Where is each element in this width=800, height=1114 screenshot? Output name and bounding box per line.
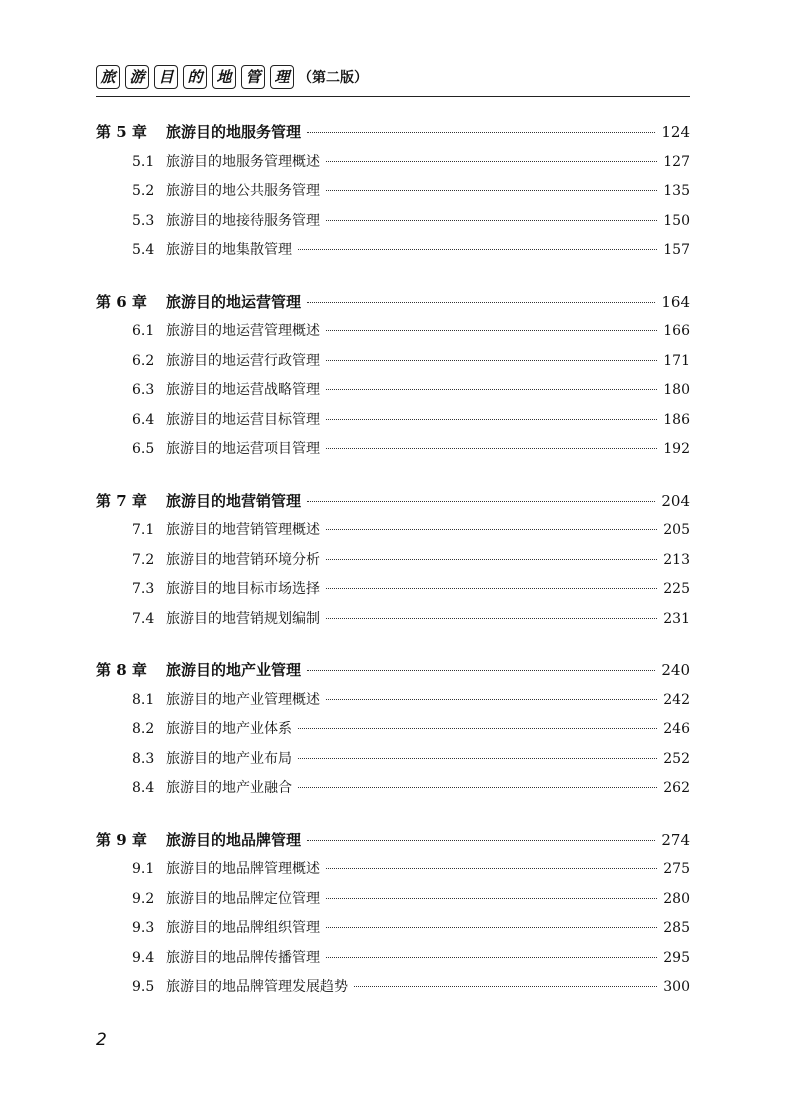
section-number: 5.2	[132, 183, 155, 199]
section-number: 6.1	[132, 323, 155, 339]
section-number: 8.3	[132, 750, 155, 767]
dot-leader	[326, 389, 657, 390]
section-number: 9.1	[132, 861, 155, 877]
chapter-title: 旅游目的地运营管理	[166, 292, 302, 311]
dot-leader	[326, 559, 657, 560]
dot-leader	[326, 868, 657, 869]
dot-leader	[307, 501, 655, 502]
page-ref: 262	[663, 780, 690, 796]
section-title: 旅游目的地运营战略管理	[166, 382, 320, 398]
dot-leader	[307, 132, 655, 133]
toc-section-entry	[96, 317, 690, 347]
section-number: 6.5	[132, 441, 155, 457]
chapter-title: 旅游目的地品牌管理	[166, 830, 302, 849]
dot-leader	[326, 618, 657, 619]
toc-chapter-block	[96, 288, 690, 465]
page-ref: 166	[663, 323, 690, 339]
dot-leader	[307, 302, 655, 303]
toc-section-entry	[96, 207, 690, 237]
page-ref: 240	[661, 661, 690, 679]
page-ref: 171	[663, 352, 690, 369]
section-title: 旅游目的地产业融合	[166, 780, 292, 796]
dot-leader	[326, 190, 657, 191]
book-title-char: 旅	[96, 65, 120, 89]
section-title: 旅游目的地品牌定位管理	[166, 890, 320, 907]
page-ref: 186	[663, 411, 690, 428]
toc-section-entry	[96, 973, 690, 1003]
dot-leader	[326, 419, 657, 420]
section-title: 旅游目的地运营行政管理	[166, 352, 320, 369]
chapter-title: 旅游目的地服务管理	[166, 123, 302, 141]
page-ref: 180	[663, 382, 690, 398]
book-title	[96, 65, 294, 89]
dot-leader	[298, 787, 657, 788]
section-number: 7.2	[132, 551, 155, 568]
toc-section-entry	[96, 944, 690, 974]
book-title-char: 地	[212, 65, 236, 89]
page-ref: 225	[663, 581, 690, 597]
page-ref: 205	[663, 522, 690, 538]
page-ref: 285	[663, 920, 690, 936]
page-ref: 164	[661, 292, 690, 311]
toc-chapter-block	[96, 656, 690, 804]
dot-leader	[326, 448, 657, 449]
page-ref: 204	[661, 491, 690, 510]
section-number: 6.2	[132, 352, 155, 369]
book-title-char: 目	[154, 65, 178, 89]
page-number: 2	[96, 1030, 107, 1050]
header-rule	[96, 96, 690, 97]
chapter-number: 第 6 章	[96, 292, 147, 311]
chapter-number: 第 8 章	[96, 661, 147, 679]
toc-chapter-block	[96, 118, 690, 266]
toc-section-entry	[96, 885, 690, 915]
page-ref: 124	[661, 123, 690, 141]
section-number: 7.3	[132, 581, 155, 597]
dot-leader	[298, 758, 657, 759]
dot-leader	[326, 360, 657, 361]
section-number: 8.4	[132, 780, 155, 796]
toc-section-entry	[96, 406, 690, 436]
section-title: 旅游目的地接待服务管理	[166, 212, 320, 229]
page-ref: 213	[663, 551, 690, 568]
page-ref: 295	[663, 949, 690, 966]
dot-leader	[326, 161, 657, 162]
toc-section-entry	[96, 177, 690, 207]
page-ref: 157	[663, 242, 690, 258]
section-number: 8.1	[132, 691, 155, 708]
section-title: 旅游目的地运营目标管理	[166, 411, 320, 428]
section-title: 旅游目的地品牌管理发展趋势	[166, 979, 348, 995]
table-of-contents	[96, 118, 690, 1025]
section-title: 旅游目的地运营项目管理	[166, 441, 320, 457]
section-number: 9.5	[132, 979, 155, 995]
section-title: 旅游目的地品牌管理概述	[166, 861, 320, 877]
edition-label: （第二版）	[298, 70, 368, 86]
book-title-char: 游	[125, 65, 149, 89]
chapter-number: 第 9 章	[96, 830, 147, 849]
toc-chapter-entry	[96, 656, 690, 686]
toc-section-entry	[96, 774, 690, 804]
dot-leader	[307, 840, 655, 841]
toc-section-entry	[96, 605, 690, 635]
page-ref: 135	[663, 183, 690, 199]
book-title-char: 管	[241, 65, 265, 89]
section-title: 旅游目的地品牌传播管理	[166, 949, 320, 966]
running-header	[96, 62, 368, 92]
section-number: 7.1	[132, 522, 155, 538]
section-title: 旅游目的地营销环境分析	[166, 551, 320, 568]
toc-chapter-entry	[96, 288, 690, 318]
section-title: 旅游目的地运营管理概述	[166, 323, 320, 339]
section-title: 旅游目的地服务管理概述	[166, 153, 320, 170]
section-number: 8.2	[132, 721, 155, 737]
toc-chapter-block	[96, 826, 690, 1003]
section-title: 旅游目的地品牌组织管理	[166, 920, 320, 936]
chapter-title: 旅游目的地营销管理	[166, 491, 302, 510]
toc-section-entry	[96, 745, 690, 775]
dot-leader	[326, 699, 657, 700]
dot-leader	[326, 529, 657, 530]
toc-chapter-entry	[96, 826, 690, 856]
section-title: 旅游目的地公共服务管理	[166, 183, 320, 199]
dot-leader	[326, 927, 657, 928]
chapter-title: 旅游目的地产业管理	[166, 661, 302, 679]
section-number: 5.4	[132, 242, 155, 258]
section-number: 9.4	[132, 949, 155, 966]
section-number: 9.3	[132, 920, 155, 936]
dot-leader	[326, 957, 657, 958]
toc-section-entry	[96, 546, 690, 576]
toc-section-entry	[96, 855, 690, 885]
toc-section-entry	[96, 376, 690, 406]
page-ref: 231	[663, 610, 690, 627]
page-ref: 192	[663, 441, 690, 457]
section-number: 9.2	[132, 890, 155, 907]
section-number: 5.1	[132, 153, 155, 170]
toc-section-entry	[96, 914, 690, 944]
section-title: 旅游目的地营销规划编制	[166, 610, 320, 627]
page-ref: 150	[663, 212, 690, 229]
section-title: 旅游目的地产业布局	[166, 750, 292, 767]
page-ref: 127	[663, 153, 690, 170]
dot-leader	[326, 330, 657, 331]
page-ref: 300	[663, 979, 690, 995]
toc-chapter-entry	[96, 487, 690, 517]
section-number: 7.4	[132, 610, 155, 627]
toc-section-entry	[96, 715, 690, 745]
page-ref: 246	[663, 721, 690, 737]
section-number: 6.3	[132, 382, 155, 398]
section-title: 旅游目的地集散管理	[166, 242, 292, 258]
toc-section-entry	[96, 686, 690, 716]
page-ref: 242	[663, 691, 690, 708]
section-title: 旅游目的地营销管理概述	[166, 522, 320, 538]
page-ref: 275	[663, 861, 690, 877]
page-ref: 274	[661, 830, 690, 849]
dot-leader	[326, 898, 657, 899]
section-number: 6.4	[132, 411, 155, 428]
dot-leader	[326, 588, 657, 589]
book-title-char: 理	[270, 65, 294, 89]
dot-leader	[298, 728, 657, 729]
section-title: 旅游目的地目标市场选择	[166, 581, 320, 597]
book-title-char: 的	[183, 65, 207, 89]
dot-leader	[354, 986, 657, 987]
dot-leader	[298, 249, 657, 250]
section-title: 旅游目的地产业体系	[166, 721, 292, 737]
toc-section-entry	[96, 516, 690, 546]
chapter-number: 第 5 章	[96, 123, 147, 141]
section-title: 旅游目的地产业管理概述	[166, 691, 320, 708]
toc-chapter-entry	[96, 118, 690, 148]
chapter-number: 第 7 章	[96, 491, 147, 510]
toc-chapter-block	[96, 487, 690, 635]
toc-section-entry	[96, 236, 690, 266]
toc-section-entry	[96, 148, 690, 178]
dot-leader	[307, 670, 655, 671]
page-ref: 280	[663, 890, 690, 907]
toc-section-entry	[96, 435, 690, 465]
dot-leader	[326, 220, 657, 221]
toc-section-entry	[96, 575, 690, 605]
page-ref: 252	[663, 750, 690, 767]
section-number: 5.3	[132, 212, 155, 229]
toc-section-entry	[96, 347, 690, 377]
